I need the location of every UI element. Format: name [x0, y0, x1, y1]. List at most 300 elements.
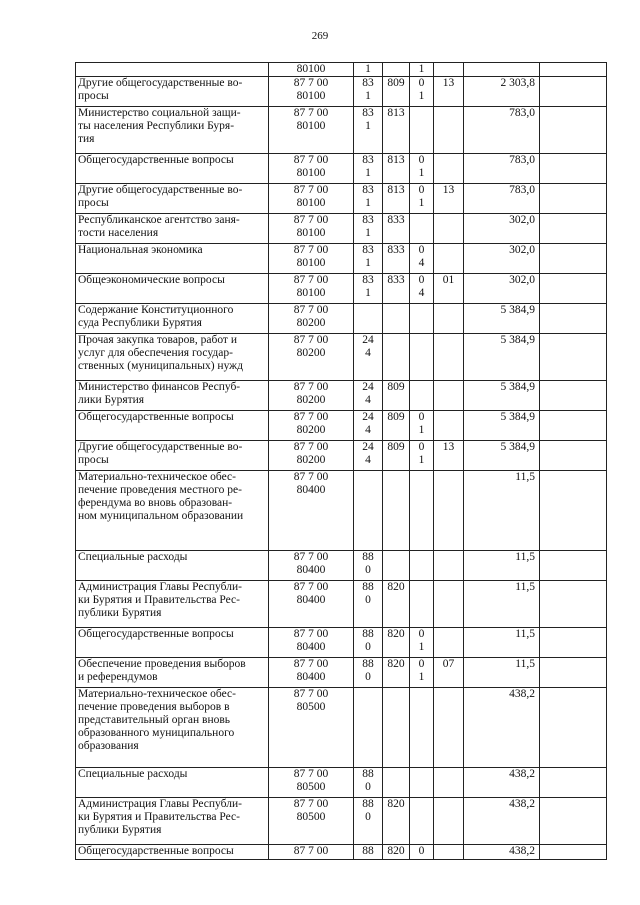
subsection-cell: [434, 658, 464, 688]
subsection-cell: [434, 184, 464, 214]
section-cell-line: 1: [418, 424, 425, 436]
table-row: [76, 798, 607, 845]
expense-type-cell-line: 24: [362, 411, 374, 423]
name-cell-line: ки Бурятия и Правительства Рес-: [78, 811, 240, 823]
name-cell-line: Другие общегосударственные во-: [78, 184, 243, 196]
target-code-cell-line: 80500: [296, 701, 326, 713]
expense-type-cell-line: 1: [365, 227, 371, 239]
expense-type-cell: [354, 381, 383, 411]
expense-type-cell: [354, 628, 383, 658]
name-cell: [76, 381, 269, 411]
subsection-cell: [434, 551, 464, 581]
expense-type-cell: [354, 581, 383, 628]
section-cell-line: 4: [418, 287, 425, 299]
target-code-cell-line: 87 7 00: [293, 441, 329, 453]
amount-cell-value: 783,0: [509, 184, 535, 196]
name-cell: [76, 551, 269, 581]
amount-cell: [464, 798, 540, 845]
name-cell: [76, 274, 269, 304]
target-code-cell-line: 87 7 00: [293, 658, 329, 670]
table-row: [76, 184, 607, 214]
name-cell-line: просы: [78, 90, 109, 102]
amount-cell: [464, 274, 540, 304]
name-cell-line: ственных (муниципальных) нужд: [78, 360, 243, 372]
expense-type-cell-line: 0: [365, 594, 371, 606]
target-code-cell-line: 87 7 00: [293, 244, 329, 256]
expense-type-cell-line: 1: [365, 287, 371, 299]
expense-type-cell-line: 0: [365, 564, 371, 576]
expense-type-cell: [354, 768, 383, 798]
section-cell-line: 0: [418, 244, 425, 256]
amount-cell: [464, 244, 540, 274]
table-row: [76, 154, 607, 184]
name-cell-line: Специальные расходы: [78, 768, 188, 780]
name-cell-line: Материально-техническое обес-: [78, 471, 236, 483]
expense-type-cell-line: 4: [365, 394, 371, 406]
table-row: [76, 768, 607, 798]
expense-type-cell-line: 83: [362, 214, 374, 226]
section-cell: [410, 244, 434, 274]
expense-type-cell: [354, 658, 383, 688]
target-code-cell: [269, 334, 354, 381]
section-cell-line: 1: [418, 63, 425, 75]
target-code-cell-line: 80100: [296, 197, 326, 209]
name-cell-line: Общегосударственные вопросы: [78, 411, 234, 423]
expense-type-cell-line: 4: [365, 454, 371, 466]
department-cell: [383, 688, 410, 768]
target-code-cell-line: 80200: [296, 424, 326, 436]
section-cell: [410, 184, 434, 214]
section-cell: [410, 688, 434, 768]
expense-type-cell: [354, 334, 383, 381]
section-cell: [410, 628, 434, 658]
section-cell: [410, 381, 434, 411]
amount-cell: [464, 304, 540, 334]
name-cell: [76, 107, 269, 154]
empty-cell: [540, 63, 607, 77]
subsection-cell: [434, 845, 464, 860]
name-cell: [76, 154, 269, 184]
department-cell-line: 809: [387, 381, 405, 393]
department-cell-line: 820: [387, 581, 405, 593]
target-code-cell-line: 80200: [296, 347, 326, 359]
empty-cell: [540, 551, 607, 581]
name-cell: [76, 441, 269, 471]
expense-type-cell: [354, 411, 383, 441]
department-cell: [383, 107, 410, 154]
target-code-cell: [269, 304, 354, 334]
target-code-cell-line: 80500: [296, 811, 326, 823]
table-row: [76, 334, 607, 381]
expense-type-cell: [354, 184, 383, 214]
name-cell: [76, 688, 269, 768]
name-cell: [76, 63, 269, 77]
target-code-cell-line: 80100: [296, 167, 326, 179]
expense-type-cell-line: 83: [362, 244, 374, 256]
table-body: [76, 63, 607, 860]
amount-cell: [464, 768, 540, 798]
name-cell-line: просы: [78, 454, 109, 466]
amount-cell-value: 11,5: [515, 581, 535, 593]
subsection-cell: [434, 798, 464, 845]
section-cell: [410, 411, 434, 441]
target-code-cell-line: 87 7 00: [293, 688, 329, 700]
subsection-cell: [434, 768, 464, 798]
department-cell: [383, 441, 410, 471]
subsection-cell: [434, 628, 464, 658]
name-cell: [76, 214, 269, 244]
amount-cell-value: 5 384,9: [500, 441, 535, 453]
subsection-cell: [434, 471, 464, 551]
name-cell: [76, 471, 269, 551]
name-cell-line: образования: [78, 740, 139, 752]
expense-type-cell-line: 83: [362, 77, 374, 89]
name-cell-line: Администрация Главы Республи-: [78, 798, 242, 810]
table-row: [76, 441, 607, 471]
name-cell: [76, 244, 269, 274]
table-row: [76, 107, 607, 154]
target-code-cell-line: 80400: [296, 671, 326, 683]
section-cell-line: 1: [418, 90, 425, 102]
section-cell: [410, 581, 434, 628]
expense-type-cell-line: 83: [362, 107, 374, 119]
expense-type-cell-line: 88: [362, 798, 374, 810]
subsection-cell: [434, 63, 464, 77]
empty-cell: [540, 107, 607, 154]
expense-type-cell-line: 88: [362, 581, 374, 593]
amount-cell: [464, 381, 540, 411]
name-cell-line: тости населения: [78, 227, 159, 239]
expense-type-cell-line: 1: [365, 63, 371, 75]
amount-cell: [464, 214, 540, 244]
table-row: [76, 688, 607, 768]
expense-type-cell: [354, 441, 383, 471]
empty-cell: [540, 214, 607, 244]
amount-cell-value: 2 303,8: [500, 77, 535, 89]
section-cell: [410, 304, 434, 334]
expense-type-cell-line: 0: [365, 641, 371, 653]
name-cell: [76, 845, 269, 860]
expense-type-cell: [354, 471, 383, 551]
department-cell: [383, 244, 410, 274]
empty-cell: [540, 658, 607, 688]
name-cell-line: Национальная экономика: [78, 244, 203, 256]
amount-cell-value: 438,2: [509, 688, 535, 700]
amount-cell: [464, 63, 540, 77]
department-cell: [383, 381, 410, 411]
subsection-cell-line: 07: [442, 658, 455, 670]
subsection-cell: [434, 214, 464, 244]
section-cell-line: 0: [418, 154, 425, 166]
target-code-cell-line: 80100: [296, 257, 326, 269]
amount-cell-value: 783,0: [509, 154, 535, 166]
name-cell-line: Общегосударственные вопросы: [78, 628, 234, 640]
name-cell-line: ки Бурятия и Правительства Рес-: [78, 594, 240, 606]
target-code-cell-line: 87 7 00: [293, 214, 329, 226]
department-cell-line: 820: [387, 628, 405, 640]
table-row: [76, 471, 607, 551]
empty-cell: [540, 441, 607, 471]
name-cell-line: образованного муниципального: [78, 727, 235, 739]
amount-cell: [464, 154, 540, 184]
target-code-cell-line: 80400: [296, 641, 326, 653]
expense-type-cell: [354, 274, 383, 304]
table-row: [76, 658, 607, 688]
name-cell-line: Специальные расходы: [78, 551, 188, 563]
name-cell-line: Общегосударственные вопросы: [78, 154, 234, 166]
target-code-cell-line: 80100: [296, 227, 326, 239]
expense-type-cell: [354, 214, 383, 244]
amount-cell: [464, 688, 540, 768]
section-cell-line: 0: [418, 845, 425, 857]
expense-type-cell: [354, 63, 383, 77]
subsection-cell: [434, 77, 464, 107]
department-cell-line: 833: [387, 244, 405, 256]
name-cell-line: Министерство социальной защи-: [78, 107, 241, 119]
department-cell: [383, 768, 410, 798]
expense-type-cell-line: 88: [362, 768, 374, 780]
amount-cell-value: 11,5: [515, 628, 535, 640]
empty-cell: [540, 244, 607, 274]
name-cell-line: печение проведения выборов в: [78, 701, 230, 713]
target-code-cell: [269, 845, 354, 860]
section-cell-line: 0: [418, 411, 425, 423]
subsection-cell: [434, 381, 464, 411]
target-code-cell-line: 80200: [296, 394, 326, 406]
empty-cell: [540, 798, 607, 845]
section-cell: [410, 658, 434, 688]
section-cell: [410, 798, 434, 845]
name-cell-line: Обеспечение проведения выборов: [78, 658, 246, 670]
department-cell: [383, 214, 410, 244]
department-cell-line: 813: [387, 107, 405, 119]
section-cell: [410, 441, 434, 471]
name-cell: [76, 581, 269, 628]
department-cell-line: 809: [387, 441, 405, 453]
amount-cell: [464, 628, 540, 658]
name-cell: [76, 334, 269, 381]
section-cell: [410, 77, 434, 107]
section-cell: [410, 845, 434, 860]
name-cell: [76, 411, 269, 441]
name-cell-line: услуг для обеспечения государ-: [78, 347, 233, 359]
expense-type-cell: [354, 551, 383, 581]
empty-cell: [540, 381, 607, 411]
target-code-cell: [269, 581, 354, 628]
budget-table: [75, 62, 607, 860]
target-code-cell-line: 80100: [296, 90, 326, 102]
table-row: [76, 628, 607, 658]
target-code-cell-line: 80200: [296, 317, 326, 329]
expense-type-cell-line: 88: [362, 551, 374, 563]
target-code-cell: [269, 274, 354, 304]
table-row: [76, 845, 607, 860]
expense-type-cell-line: 1: [365, 257, 371, 269]
expense-type-cell: [354, 244, 383, 274]
subsection-cell: [434, 688, 464, 768]
section-cell: [410, 471, 434, 551]
name-cell-line: Прочая закупка товаров, работ и: [78, 334, 237, 346]
target-code-cell-line: 87 7 00: [293, 304, 329, 316]
empty-cell: [540, 581, 607, 628]
department-cell: [383, 304, 410, 334]
department-cell: [383, 798, 410, 845]
expense-type-cell: [354, 77, 383, 107]
expense-type-cell-line: 83: [362, 184, 374, 196]
subsection-cell-line: 01: [442, 274, 455, 286]
section-cell-line: 1: [418, 641, 425, 653]
target-code-cell-line: 87 7 00: [293, 381, 329, 393]
target-code-cell-line: 80100: [296, 287, 326, 299]
section-cell-line: 0: [418, 441, 425, 453]
expense-type-cell-line: 0: [365, 811, 371, 823]
target-code-cell: [269, 551, 354, 581]
target-code-cell-line: 87 7 00: [293, 471, 329, 483]
section-cell: [410, 274, 434, 304]
section-cell: [410, 214, 434, 244]
target-code-cell-line: 87 7 00: [293, 845, 329, 857]
section-cell: [410, 334, 434, 381]
expense-type-cell: [354, 845, 383, 860]
target-code-cell: [269, 471, 354, 551]
department-cell: [383, 274, 410, 304]
expense-type-cell-line: 83: [362, 274, 374, 286]
expense-type-cell-line: 88: [362, 845, 374, 857]
table-row: [76, 63, 607, 77]
amount-cell: [464, 77, 540, 107]
empty-cell: [540, 77, 607, 107]
section-cell-line: 0: [418, 77, 425, 89]
empty-cell: [540, 304, 607, 334]
subsection-cell: [434, 441, 464, 471]
amount-cell-value: 11,5: [515, 471, 535, 483]
expense-type-cell-line: 24: [362, 334, 374, 346]
table-row: [76, 381, 607, 411]
expense-type-cell-line: 88: [362, 628, 374, 640]
target-code-cell: [269, 628, 354, 658]
department-cell: [383, 184, 410, 214]
empty-cell: [540, 688, 607, 768]
target-code-cell-line: 87 7 00: [293, 154, 329, 166]
target-code-cell: [269, 244, 354, 274]
amount-cell-value: 438,2: [509, 768, 535, 780]
amount-cell: [464, 471, 540, 551]
target-code-cell-line: 87 7 00: [293, 628, 329, 640]
department-cell-line: 809: [387, 77, 405, 89]
name-cell-line: и референдумов: [78, 671, 158, 683]
target-code-cell-line: 87 7 00: [293, 581, 329, 593]
expense-type-cell: [354, 107, 383, 154]
name-cell-line: суда Республики Бурятия: [78, 317, 202, 329]
amount-cell-value: 438,2: [509, 845, 535, 857]
expense-type-cell-line: 0: [365, 671, 371, 683]
expense-type-cell-line: 1: [365, 120, 371, 132]
target-code-cell-line: 87 7 00: [293, 768, 329, 780]
department-cell: [383, 845, 410, 860]
target-code-cell: [269, 411, 354, 441]
department-cell: [383, 471, 410, 551]
subsection-cell: [434, 154, 464, 184]
section-cell: [410, 768, 434, 798]
department-cell-line: 820: [387, 798, 405, 810]
name-cell-line: лики Бурятия: [78, 394, 145, 406]
target-code-cell-line: 80100: [296, 63, 326, 75]
table-row: [76, 274, 607, 304]
subsection-cell: [434, 334, 464, 381]
expense-type-cell: [354, 798, 383, 845]
amount-cell-value: 302,0: [509, 244, 535, 256]
amount-cell: [464, 551, 540, 581]
amount-cell: [464, 581, 540, 628]
name-cell: [76, 768, 269, 798]
expense-type-cell-line: 88: [362, 658, 374, 670]
section-cell: [410, 107, 434, 154]
table-row: [76, 411, 607, 441]
name-cell-line: тия: [78, 133, 95, 145]
amount-cell-value: 302,0: [509, 214, 535, 226]
target-code-cell: [269, 184, 354, 214]
empty-cell: [540, 334, 607, 381]
target-code-cell-line: 87 7 00: [293, 411, 329, 423]
section-cell: [410, 63, 434, 77]
department-cell: [383, 154, 410, 184]
department-cell-line: 813: [387, 154, 405, 166]
target-code-cell-line: 87 7 00: [293, 184, 329, 196]
page-number: 269: [311, 30, 329, 42]
department-cell-line: 809: [387, 411, 405, 423]
section-cell-line: 0: [418, 274, 425, 286]
subsection-cell: [434, 107, 464, 154]
target-code-cell: [269, 658, 354, 688]
subsection-cell: [434, 411, 464, 441]
empty-cell: [540, 154, 607, 184]
table-row: [76, 244, 607, 274]
expense-type-cell-line: 1: [365, 167, 371, 179]
expense-type-cell: [354, 154, 383, 184]
target-code-cell: [269, 107, 354, 154]
subsection-cell: [434, 274, 464, 304]
name-cell: [76, 628, 269, 658]
target-code-cell: [269, 768, 354, 798]
department-cell-line: 833: [387, 274, 405, 286]
subsection-cell: [434, 244, 464, 274]
expense-type-cell-line: 1: [365, 197, 371, 209]
name-cell-line: просы: [78, 197, 109, 209]
section-cell: [410, 551, 434, 581]
name-cell-line: Общегосударственные вопросы: [78, 845, 234, 857]
target-code-cell: [269, 77, 354, 107]
expense-type-cell-line: 1: [365, 90, 371, 102]
target-code-cell-line: 80200: [296, 454, 326, 466]
section-cell-line: 0: [418, 658, 425, 670]
name-cell-line: ты населения Республики Буря-: [78, 120, 235, 132]
empty-cell: [540, 274, 607, 304]
department-cell-line: 820: [387, 845, 405, 857]
amount-cell: [464, 334, 540, 381]
section-cell-line: 4: [418, 257, 425, 269]
name-cell-line: Республиканское агентство заня-: [78, 214, 240, 226]
name-cell-line: ном муниципальном образовании: [78, 510, 244, 522]
table-row: [76, 214, 607, 244]
section-cell-line: 0: [418, 628, 425, 640]
expense-type-cell: [354, 688, 383, 768]
department-cell: [383, 63, 410, 77]
table-row: [76, 581, 607, 628]
expense-type-cell-line: 24: [362, 441, 374, 453]
name-cell-line: Другие общегосударственные во-: [78, 441, 243, 453]
target-code-cell-line: 87 7 00: [293, 77, 329, 89]
name-cell-line: печение проведения местного ре-: [78, 484, 242, 496]
